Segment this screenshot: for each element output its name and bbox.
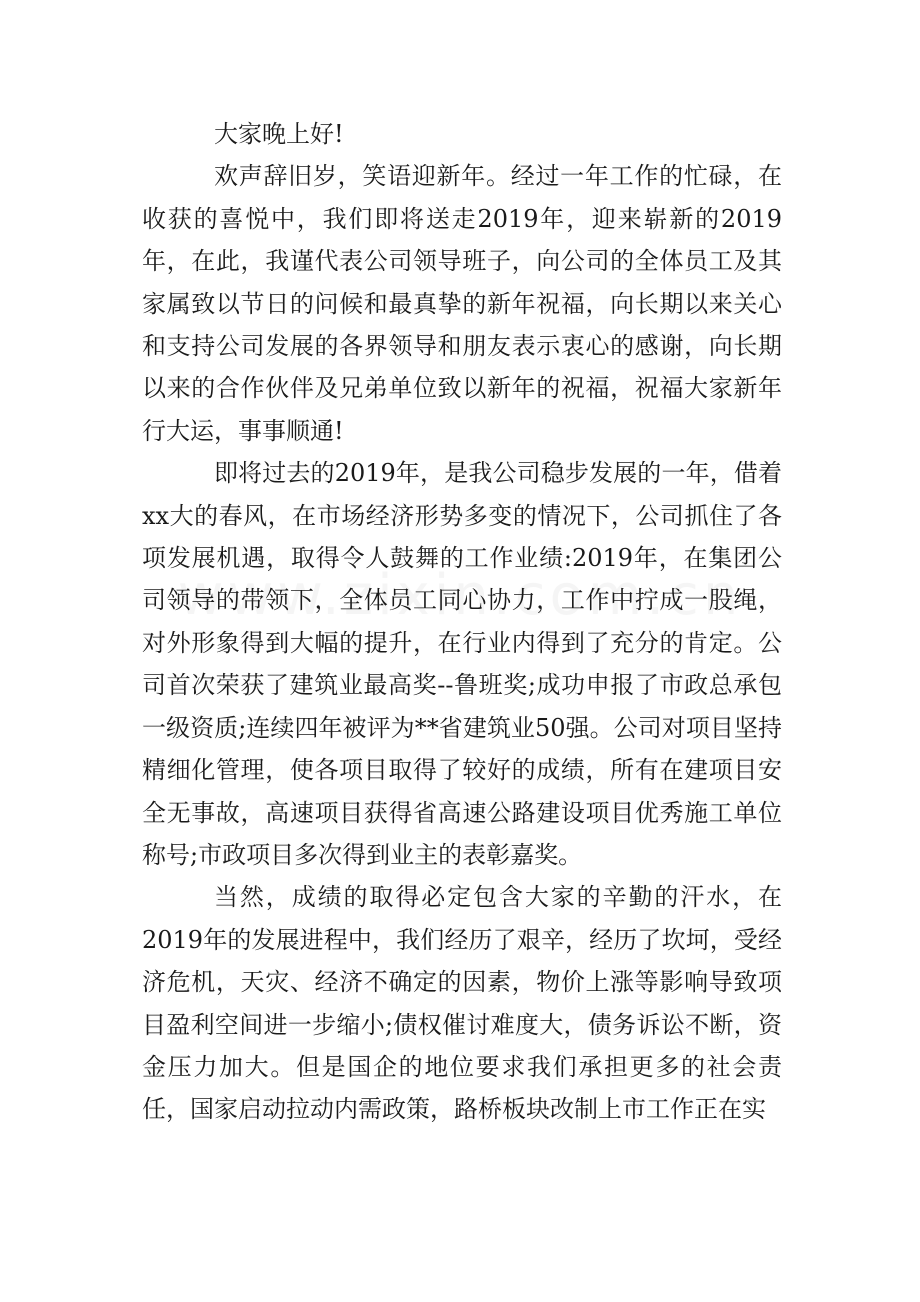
document-body (142, 113, 782, 1131)
challenges-paragraph: 当然，成绩的取得必定包含大家的辛勤的汗水，在2019年的发展进程中，我们经历了艰辛，经历了坎坷，受经济危机，天灾、经济不确定的因素，物价上涨等影响导致项目盈利空间进一步缩小;债权催讨难度大，债务诉讼不断，资金压力加大。但是国企的地位要求我们承担更多的社会责任，国家启动拉动内需政策，路桥板块改制上市工作正在实 (142, 883, 782, 1124)
greeting-paragraph: 大家晚上好! (214, 120, 344, 148)
achievements-paragraph: 即将过去的2019年，是我公司稳步发展的一年，借着xx大的春风，在市场经济形势多变的情况下，公司抓住了各项发展机遇，取得令人鼓舞的工作业绩:2019年，在集团公司领导的带领下，全体员工同心协力，工作中拧成一股绳，对外形象得到大幅的提升，在行业内得到了充分的肯定。公司首次荣获了建筑业最高奖--鲁班奖;成功申报了市政总承包一级资质;连续四年被评为**省建筑业50强。公司对项目坚持精细化管理，使各项目取得了较好的成绩，所有在建项目安全无事故，高速项目获得省高速公路建设项目优秀施工单位称号;市政项目多次得到业主的表彰嘉奖。 (142, 459, 782, 869)
new-year-wishes-paragraph: 欢声辞旧岁，笑语迎新年。经过一年工作的忙碌，在收获的喜悦中，我们即将送走2019年，迎来崭新的2019年，在此，我谨代表公司领导班子，向公司的全体员工及其家属致以节日的问候和最真挚的新年祝福，向长期以来关心和支持公司发展的各界领导和朋友表示衷心的感谢，向长期以来的合作伙伴及兄弟单位致以新年的祝福，祝福大家新年行大运，事事顺通! (142, 162, 782, 445)
